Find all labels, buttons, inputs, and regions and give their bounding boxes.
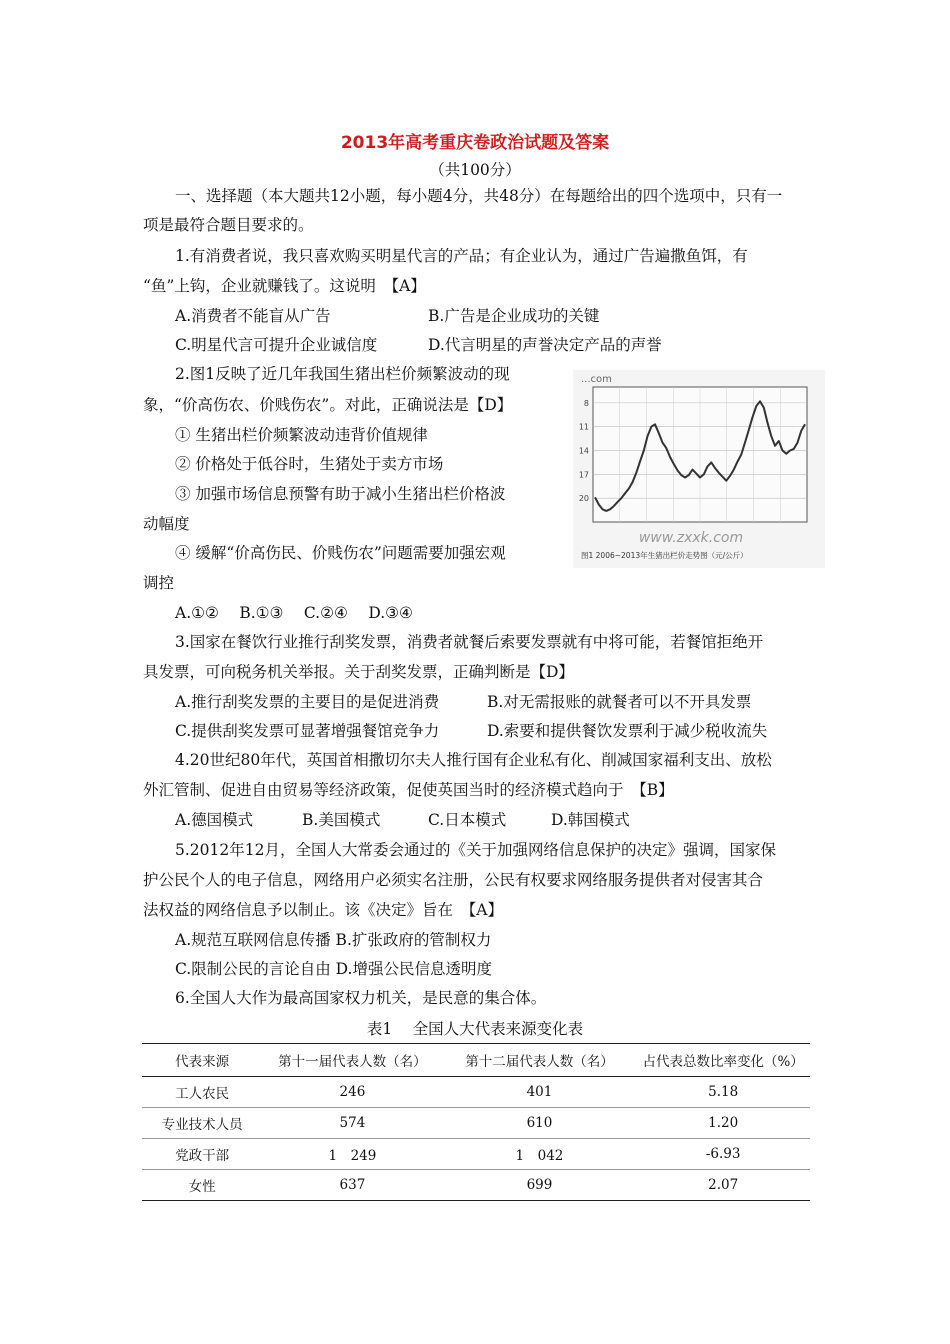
q1-option-d: D.代言明星的声誉决定产品的声誉 (428, 336, 662, 354)
y-tick-labels (579, 399, 589, 503)
table-cell: 1 249 (262, 1139, 442, 1170)
table-cell: 专业技术人员 (142, 1108, 262, 1139)
y-tick-label: 17 (578, 470, 589, 480)
table-cell: 女性 (142, 1170, 262, 1201)
col-header-12th: 第十二届代表人数（名） (443, 1044, 637, 1077)
q1-option-c: C.明星代言可提升企业诚信度 (175, 336, 378, 354)
q2-stem-line2: 象，“价高伤农、价贱伤农”。对此，正确说法是【D】 (143, 396, 513, 414)
table-cell: 工人农民 (142, 1077, 262, 1108)
q3-stem-line1: 3.国家在餐饮行业推行刮奖发票，消费者就餐后索要发票就有中将可能，若餐馆拒绝开 (175, 633, 764, 651)
q5-options-ab: A.规范互联网信息传播 B.扩张政府的管制权力 (175, 931, 492, 949)
q3-option-b: B.对无需报账的就餐者可以不开具发票 (487, 693, 752, 711)
table-row (142, 1170, 810, 1201)
delegate-source-table (142, 1043, 810, 1201)
q1-option-b: B.广告是企业成功的关键 (428, 307, 600, 325)
table-row (142, 1139, 810, 1170)
col-header-11th: 第十一届代表人数（名） (262, 1044, 442, 1077)
table-cell: -6.93 (636, 1139, 810, 1170)
y-tick-label: 20 (578, 494, 589, 504)
q3-option-a: A.推行刮奖发票的主要目的是促进消费 (175, 693, 440, 711)
q5-stem-line2: 护公民个人的电子信息，网络用户必须实名注册，公民有权要求网络服务提供者对侵害其合 (143, 871, 764, 889)
y-tick-label: 14 (578, 446, 589, 456)
q4-stem-line2: 外汇管制、促进自由贸易等经济政策，促使英国当时的经济模式趋向于 【B】 (143, 781, 674, 799)
q2-statement-1: ① 生猪出栏价频繁波动违背价值规律 (175, 426, 428, 444)
q2-statement-3-cont: 动幅度 (143, 515, 190, 533)
section-intro-line1: 一、选择题（本大题共12小题，每小题4分，共48分）在每题给出的四个选项中，只有一 (175, 187, 783, 205)
table-caption: 表1 全国人大代表来源变化表 (366, 1020, 584, 1038)
q4-stem-line1: 4.20世纪80年代，英国首相撒切尔夫人推行国有企业私有化、削减国家福利支出、放松 (175, 751, 772, 769)
doc-title: 2013年高考重庆卷政治试题及答案 (340, 133, 610, 153)
table-cell: 246 (262, 1077, 442, 1108)
q5-stem-line1: 5.2012年12月，全国人大常委会通过的《关于加强网络信息保护的决定》强调，国家保 (175, 841, 776, 859)
q1-option-a: A.消费者不能盲从广告 (175, 307, 331, 325)
q5-options-cd: C.限制公民的言论自由 D.增强公民信息透明度 (175, 960, 492, 978)
watermark: www.zxxk.com (638, 530, 744, 546)
table-cell: 610 (443, 1108, 637, 1139)
table-header-row (142, 1044, 810, 1077)
figure-1-pork-price-chart (573, 370, 825, 568)
q3-option-d: D.索要和提供餐饮发票利于减少税收流失 (487, 722, 768, 740)
table-cell: 党政干部 (142, 1139, 262, 1170)
q5-stem-line3: 法权益的网络信息予以制止。该《决定》旨在 【A】 (143, 901, 503, 919)
col-header-source: 代表来源 (142, 1044, 262, 1077)
q6-stem: 6.全国人大作为最高国家权力机关，是民意的集合体。 (175, 989, 547, 1007)
q2-statement-3: ③ 加强市场信息预警有助于减小生猪出栏价格波 (175, 485, 506, 503)
watermark-top: ...com (581, 374, 612, 385)
figure-caption: 图1 2006~2013年生猪出栏价走势图（元/公斤） (581, 551, 748, 560)
table-cell: 699 (443, 1170, 637, 1201)
table-row (142, 1108, 810, 1139)
section-intro-line2: 项是最符合题目要求的。 (143, 216, 314, 234)
col-header-ratio-change: 占代表总数比率变化（%） (636, 1044, 810, 1077)
q2-statement-4: ④ 缓解“价高伤民、价贱伤农”问题需要加强宏观 (175, 544, 506, 562)
table-row (142, 1077, 810, 1108)
q3-option-c: C.提供刮奖发票可显著增强餐馆竞争力 (175, 722, 440, 740)
table-cell: 1.20 (636, 1108, 810, 1139)
q4-option-d: D.韩国模式 (551, 811, 630, 829)
line-chart (573, 370, 825, 568)
table-cell: 5.18 (636, 1077, 810, 1108)
y-tick-label: 11 (578, 422, 589, 432)
q2-stem-line1: 2.图1反映了近几年我国生猪出栏价频繁波动的现 (175, 365, 510, 383)
q2-statement-2: ② 价格处于低谷时，生猪处于卖方市场 (175, 455, 444, 473)
table-cell: 1 042 (443, 1139, 637, 1170)
y-tick-label: 8 (583, 398, 589, 408)
q4-option-b: B.美国模式 (302, 811, 381, 829)
table-cell: 637 (262, 1170, 442, 1201)
doc-subtitle: （共100分） (429, 161, 521, 179)
table-cell: 2.07 (636, 1170, 810, 1201)
q4-option-c: C.日本模式 (428, 811, 507, 829)
q3-stem-line2: 具发票，可向税务机关举报。关于刮奖发票，正确判断是【D】 (143, 663, 574, 681)
q4-option-a: A.德国模式 (175, 811, 254, 829)
q2-statement-4-cont: 调控 (143, 574, 175, 592)
q1-stem-line2: “鱼”上钩，企业就赚钱了。这说明 【A】 (143, 277, 426, 295)
q2-options: A.①② B.①③ C.②④ D.③④ (175, 604, 413, 622)
table-cell: 574 (262, 1108, 442, 1139)
q1-stem-line1: 1.有消费者说，我只喜欢购买明星代言的产品；有企业认为，通过广告遍撒鱼饵，有 (175, 247, 748, 265)
table-cell: 401 (443, 1077, 637, 1108)
